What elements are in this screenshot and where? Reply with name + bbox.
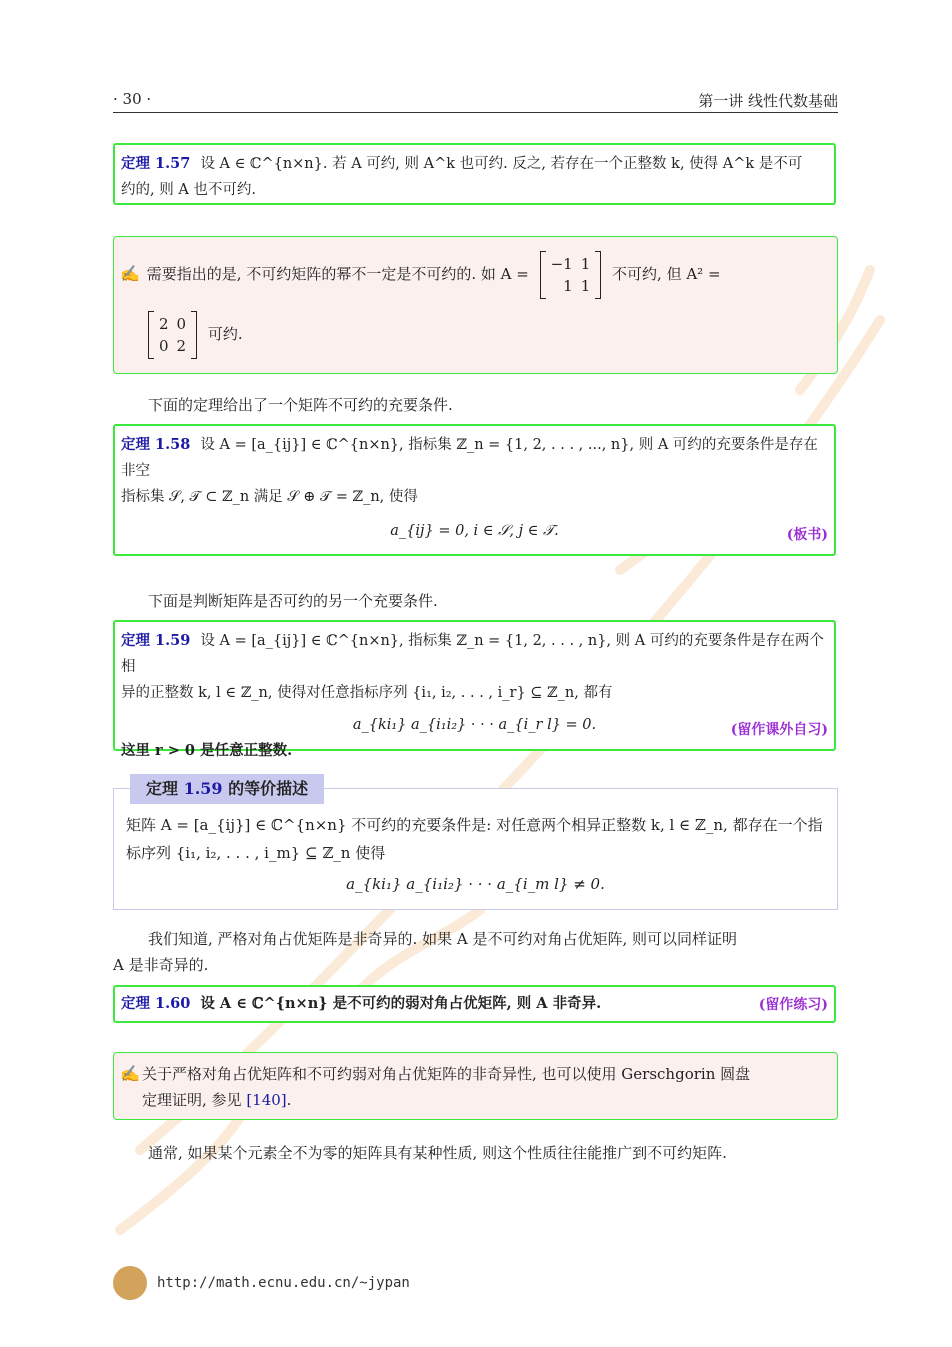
chapter-title: 第一讲 线性代数基础 — [698, 92, 838, 110]
matrix-cell: 0 — [176, 315, 187, 333]
theorem-1-59 — [113, 620, 836, 759]
theorem-text: 设 A = [a_{ij}] ∈ ℂ^{n×n}, 指标集 ℤ_n = {1, 2, . . . , ..., n}, 则 A 可约的充要条件是存在非空 — [121, 437, 818, 479]
note-box — [113, 236, 838, 374]
theorem-1-57 — [113, 143, 836, 205]
matrix-cell: 1 — [563, 277, 573, 295]
remark-tag: (留作练习) — [758, 997, 828, 1013]
note-text: 关于严格对角占优矩阵和不可约弱对角占优矩阵的非奇异性, 也可以使用 Gerschgorin 圆盘 — [142, 1065, 751, 1083]
equation: a_{ij} = 0, i ∈ 𝒮, j ∈ 𝒯. — [390, 523, 559, 539]
matrix-cell: 0 — [159, 337, 169, 355]
remark-tag: (留作课外自习) — [730, 722, 828, 738]
matrix-cell: 2 — [176, 337, 187, 355]
equation: a_{ki₁} a_{i₁i₂} · · · a_{i_r l} = 0. — [352, 717, 597, 733]
title-text: 的等价描述 — [228, 779, 309, 798]
equivalent-description-box — [113, 788, 838, 910]
reference-link[interactable]: [140] — [246, 1091, 287, 1109]
theorem-text: 设 A ∈ ℂ^{n×n}. 若 A 可约, 则 A^k 也可约. 反之, 若存在一个正整数 k, 使得 A^k 是不可 — [200, 156, 803, 172]
matrix-cell: −1 — [550, 255, 573, 273]
note-text: 不可约, 但 A² = — [612, 265, 721, 283]
footer-url[interactable]: http://math.ecnu.edu.cn/~jypan — [157, 1275, 410, 1291]
matrix-cell: 1 — [580, 255, 591, 273]
page-number: · 30 · — [113, 90, 152, 108]
matrix-cell: 2 — [159, 315, 169, 333]
note-text: 需要指出的是, 不可约矩阵的幂不一定是不可约的. 如 A = — [146, 265, 529, 283]
theorem-label: 定理 1.59 — [121, 632, 191, 649]
theorem-text: 这里 r > 0 是任意正整数. — [121, 742, 293, 759]
pen-icon: ✍ — [120, 1064, 140, 1083]
theorem-label: 定理 1.57 — [121, 155, 191, 172]
paragraph — [113, 926, 838, 978]
paragraph: 下面的定理给出了一个矩阵不可约的充要条件. — [148, 396, 453, 414]
theorem-text: 异的正整数 k, l ∈ ℤ_n, 使得对任意指标序列 {i₁, i₂, . . . , i_r} ⊆ ℤ_n, 都有 — [121, 685, 613, 701]
matrix-a — [540, 251, 602, 299]
paragraph-line: A 是非奇异的. — [113, 956, 209, 974]
paragraph: 通常, 如果某个元素全不为零的矩阵具有某种性质, 则这个性质往往能推广到不可约矩阵. — [148, 1144, 727, 1162]
theorem-1-58 — [113, 424, 836, 556]
theorem-1-60 — [113, 985, 836, 1023]
theorem-text: 设 A ∈ ℂ^{n×n} 是不可约的弱对角占优矩阵, 则 A 非奇异. — [200, 995, 602, 1012]
equivalent-description-title — [130, 774, 324, 804]
paragraph: 下面是判断矩阵是否可约的另一个充要条件. — [148, 592, 438, 610]
title-number: 1.59 — [183, 779, 223, 798]
box-text: 矩阵 A = [a_{ij}] ∈ ℂ^{n×n} 不可约的充要条件是: 对任意两个相异正整数 k, l ∈ ℤ_n, 都存在一个指 — [126, 816, 823, 834]
university-logo-icon — [113, 1266, 147, 1300]
matrix-cell: 1 — [580, 277, 591, 295]
note-text: . — [286, 1091, 292, 1109]
theorem-text: 约的, 则 A 也不可约. — [121, 182, 257, 198]
equation: a_{ki₁} a_{i₁i₂} · · · a_{i_m l} ≠ 0. — [346, 875, 605, 893]
title-text: 定理 — [146, 779, 179, 798]
theorem-text: 指标集 𝒮, 𝒯 ⊂ ℤ_n 满足 𝒮 ⊕ 𝒯 = ℤ_n, 使得 — [121, 489, 418, 505]
theorem-label: 定理 1.58 — [121, 436, 191, 453]
matrix-a-squared — [148, 311, 197, 359]
note-text: 可约. — [207, 325, 243, 343]
note-box — [113, 1052, 838, 1120]
paragraph-line: 我们知道, 严格对角占优矩阵是非奇异的. 如果 A 是不可约对角占优矩阵, 则可以同样证明 — [148, 930, 737, 948]
pen-icon: ✍ — [120, 264, 140, 283]
box-text: 标序列 {i₁, i₂, . . . , i_m} ⊆ ℤ_n 使得 — [126, 844, 386, 862]
remark-tag: (板书) — [786, 527, 828, 543]
page-header — [113, 90, 838, 113]
theorem-label: 定理 1.60 — [121, 995, 191, 1012]
theorem-text: 设 A = [a_{ij}] ∈ ℂ^{n×n}, 指标集 ℤ_n = {1, 2, . . . , n}, 则 A 可约的充要条件是存在两个相 — [121, 633, 824, 675]
note-text: 定理证明, 参见 — [142, 1091, 242, 1109]
